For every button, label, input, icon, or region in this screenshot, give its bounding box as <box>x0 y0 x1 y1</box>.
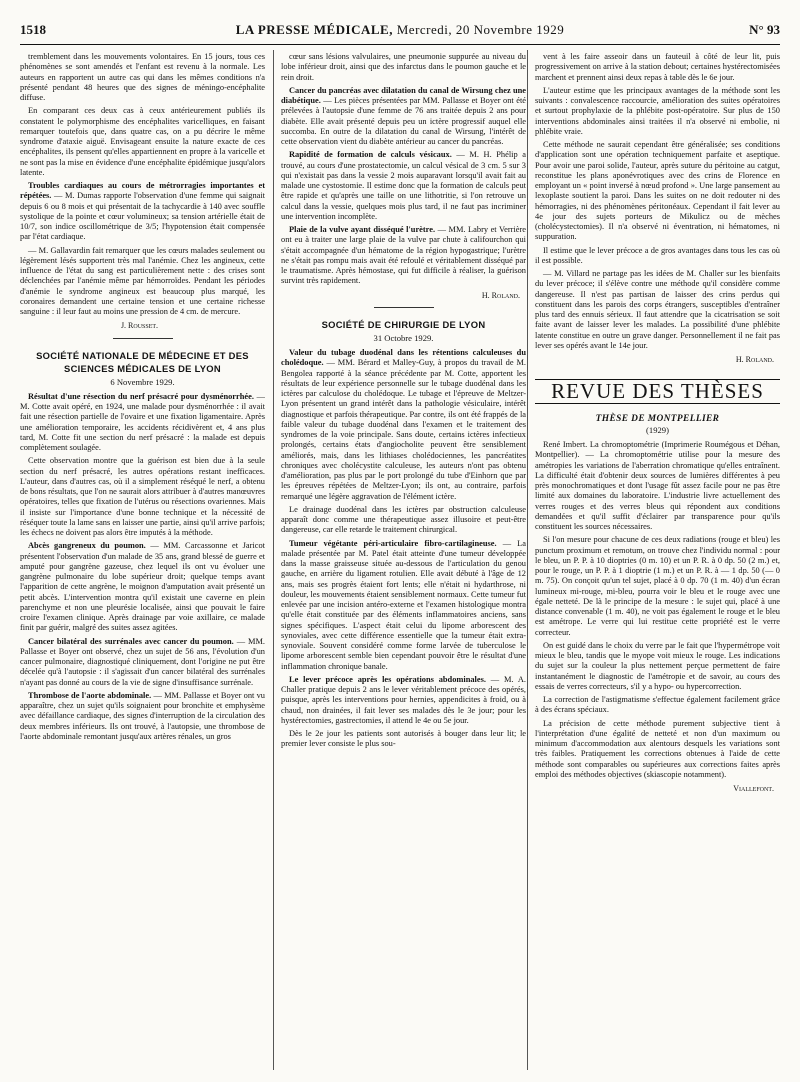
society-heading: SOCIÉTÉ NATIONALE DE MÉDECINE ET DES SCIENCES MÉDICALES DE LYON <box>36 349 249 374</box>
article-thrombose <box>20 691 265 742</box>
section-banner: REVUE DES THÈSES <box>535 379 780 403</box>
article-title: Valeur du tubage duodénal dans les rétentions calculeuses du cholédoque. <box>281 348 526 368</box>
paragraph: Dès le 2e jour les patients sont autorisés à bouger dans leur lit; le premier lever consiste le plus sou- <box>281 729 526 749</box>
article-title: Thrombose de l'aorte abdominale. <box>28 690 152 700</box>
article-abces <box>20 541 265 633</box>
article-text: — M. Dumas rapporte l'observation d'une femme qui saignait depuis 6 ou 8 mois et qui présentait de la tachycardie à 140 avec souffle systolique de la pointe et cœur volumineux; sa tension artérielle était de 10/7, son indice oscillométrique de 3/5; l'hypotension était compensée par l'état cardiaque. <box>20 191 265 242</box>
paragraph: — M. Gallavardin fait remarquer que les cœurs malades seulement ou légèrement lésés supportent très mal l'anémie. Chez les angineux, cette influence de l'état du sang est particulièrement nette : des crises sont déclenchées par l'anémie même par hémorroïdes. Pendant les périodes d'anémie le syndrome angineux est beaucoup plus marqué, les coronaires demandent une certaine tension et une certaine richesse sanguine : il leur faut au moins une pression de 4 cm. de mercure. <box>20 245 265 316</box>
column-divider <box>527 50 528 1070</box>
paragraph: René Imbert. La chromoptométrie (Imprimerie Roumégous et Déhan, Montpellier). — La chromoptométrie utilise pour la mesure des amétropies les variations de l'aberration chromatique qu'elles entraînent. La difficulté était d'obtenir deux sources de lumières différentes à peu près monochromatiques et dont l'usage fût assez facile pour ne pas être limité aux domaines du laboratoire. L'industrie livre actuellement des verres rouges et des verres bleus qui répondent aux conditions demandées et qu'il suffit d'éclairer par transparence pour qu'ils constituent les sources nécessaires. <box>535 440 780 531</box>
article-tubage <box>281 348 526 502</box>
journal-name: LA PRESSE MÉDICALE, <box>235 22 393 37</box>
column-middle <box>281 52 526 1068</box>
thesis-year: (1929) <box>646 424 669 435</box>
article-cancer <box>20 637 265 688</box>
page-header <box>20 22 780 42</box>
article-text: — La malade présentée par M. Patel était atteinte d'une tumeur développée dans la masse graisseuse située au-dessous de l'articulation du genou gauche, en arrière du ligament rotulien. Elle avait débuté à l'âge de 12 ans, mais ses progrès étaient fort lents; elle n'était ni hydarthrose, ni douleur, les mouvements étaient sensiblement normaux. Cette tumeur fut enlevée par une incision antéro-externe et l'examen histologique montra qu'elle était constituée par des éléments inflammatoires anciens, sans signes spécifiques. L'aspect était celui du lipome arborescent des synoviales, avec cette différence essentielle que la tumeur était extra-synoviale. Souvent considéré comme forme larvée de tuberculose le lipome arborescent semble bien cependant pouvoir être le résultat d'une inflammation chronique banale. <box>281 538 526 671</box>
signature: Viallefont. <box>733 784 774 793</box>
column-left <box>20 52 265 1068</box>
article-title: Plaie de la vulve ayant disséqué l'urètre. <box>289 225 436 234</box>
article-nerf <box>20 392 265 454</box>
article-title: Abcès gangreneux du poumon. <box>28 541 146 551</box>
paragraph: L'auteur estime que les principaux avantages de la méthode sont les suivants : convalescence raccourcie, amélioration des suites opératoires et surtout prophylaxie de la phlébite post-opératoire. Sur plus de 150 interventions abdominales ainsi traitées il n'a observé ni embolie, ni phlébite vraie. <box>535 85 780 136</box>
article-title: Cancer du pancréas avec dilatation du canal de Wirsung chez une diabétique. <box>281 85 526 105</box>
article-text: — M. H. Phélip a trouvé, au cours d'une prostatectomie, un calcul vésical de 3 cm. 5 sur 3 qui n'existait pas dans la vessie 2 mois auparavant lorsqu'il avait fait au malade une cystostomie. Il estime donc que la formation de calculs peut être rapide et qu'après une taille on une lithotritie, si l'on retrouve un calcul dans la vessie, quelques mois plus tard, il ne faut pas incriminer une intervention incomplète. <box>281 150 526 221</box>
article-text: — M. Cotte avait opéré, en 1924, une malade pour dysménorrhée : il avait fait une résection partielle de l'ovaire et une fixation ligamentaire. Après une amélioration temporaire, les accidents récidivèrent et, 4 ans plus tard, M. Cotte fit une section du nerf présacré : la malade est depuis complètement soulagée. <box>20 391 265 452</box>
article-text: — MM. Pallasse et Boyer ont observé, chez un sujet de 56 ans, l'évolution d'un cancer pulmonaire, diagnostiqué cliniquement, dont l'origine ne put être décelée qu'à l'autopsie : il s'agissait d'un cancer bilatéral des surrénales n'ayant pas donné au cours de la vie de signe d'insuffisance surrénale. <box>20 636 265 687</box>
paragraph: — M. Villard ne partage pas les idées de M. Challer sur les bienfaits du lever précoce; il s'élève contre une méthode qu'il considère comme dangereuse. Il n'est pas partisan de laisser des crins perdus qui constituent dans les parois des corps étrangers, susceptibles d'entraîner plus tard des ennuis sérieux. Il faut attendre que la cicatrisation se soit faite avant de laisser lever les malades. La possibilité d'une phlébite latente constitue en outre un grave danger. Personnellement il ne fait pas lever ses opérés avant le 14e jour. <box>535 269 780 350</box>
signature: J. Rousset. <box>120 321 159 331</box>
page-number: 1518 <box>20 22 46 37</box>
signature: H. Roland. <box>735 355 774 364</box>
section-rule <box>113 338 173 339</box>
paragraph: Cette méthode ne saurait cependant être généralisée; ses conditions d'application sont une opération techniquement parfaite et aseptique. Pour avoir une paroi solide, l'auteur, après suture du péritoine au catgut, reconstitue les plans aponévrotiques avec des crins de Florence en employant un « point inversé à nœud profond ». Une large pansement au lexoplaste soutient la paroi. Dans les suites on ne doit redouter ni des hémorragies, ni des phénomènes péritonéaux. Cependant il fait lever au 4e jour des sujets porteurs de Mikulicz ou de mèches (cholécystectomies). Il n'a observé ni éventration, ni hématomes, ni suppuration. <box>535 140 780 242</box>
paragraph: cœur sans lésions valvulaires, une pneumonie suppurée au niveau du lobe inférieur droit, ainsi que des infarctus dans le poumon gauche et le rein droit. <box>281 52 526 82</box>
article-plaie <box>281 225 526 287</box>
column-right <box>535 52 780 1068</box>
paragraph: On est guidé dans le choix du verre par le fait que l'hypermétrope voit mieux le bleu, tandis que le myope voit mieux le rouge. Les indications du sujet sur la couleur la plus nettement perçue permettent de faire instantanément le diagnostic de l'amétropie et de savoir, au cours des essais de verres correcteurs, s'il y a hypo- ou hypercorrection. <box>535 640 780 691</box>
article-text: — MM. Bérard et Malley-Guy, à propos du travail de M. Bengolea rapporté à la séance précédente par M. Cotte, apportent les résultats de leur expérience personnelle sur le tubage duodénal dans les ictères par calculose du cholédoque. Le tubage et l'épreuve de Meltzer-Lyon présentent un grand intérêt dans la pathologie vésiculaire, intérêt diagnostique et parfois thérapeutique. Par contre, ils ont été frappés de la faible valeur du tubage duodénal dans l'examen et le traitement des syndromes de la voie principale. Sans doute, certains ictères infectieux prolongés, certains états d'angiocholite peuvent être sensiblement améliorés, mais, dans les lithiases cholédociennes, les pancréatites chroniques avec cholécystite calculeuse, les auteurs n'ont pas obtenu d'amélioration, pas plus par le port prolongé du tube d'Einhorn que par les épreuves répétées de Meltzer-Lyon; ils ont, au contraire, parfois remarqué une légère aggravation de l'élément ictère. <box>281 358 526 501</box>
article-text: — MM. Pallasse et Boyer ont vu apparaître, chez un sujet qu'ils soignaient pour bronchite et emphysème avec défaillance cardiaque, des signes d'interruption de la circulation des deux membres inférieurs. Ils ont trouvé, à l'autopsie, une thrombose de l'aorte abdominale remontant jusqu'aux artères rénales, un gros <box>20 690 265 741</box>
paragraph: Cette observation montre que la guérison est bien due à la seule section du nerf présacré, les autres opérations restant inefficaces. L'auteur, dans d'autres cas, où il a simplement réséqué le nerf, a obtenu de bons résultats, que l'on ne saurait alors attribuer à d'autres manœuvres opératoires, telles que fixation de l'utérus ou résections ovariennes. Mais il insiste sur l'importance d'une bonne technique et la nécessité de réséquer toute la lame sans en laisser une partie, ainsi qu'il arrive parfois; les échecs ne doivent pas alors être imputés à la méthode. <box>20 456 265 537</box>
article-title: Troubles cardiaques au cours de métrorragies importantes et répétées. <box>20 181 265 201</box>
paragraph: La correction de l'astigmatisme s'effectue également facilement grâce à des écrans spéciaux. <box>535 695 780 715</box>
article-pancreas <box>281 86 526 148</box>
paragraph: En comparant ces deux cas à ceux antérieurement publiés ils constatent le polymorphisme des encéphalites varicelliques, en faisant remarquer toutefois que, dans quatre cas, on a pu décrire le même syndrome d'ataxie aiguë. Envisageant ensuite la nature exacte de ces encéphalites, ils pensent qu'elles appartiennent en propre à la varicelle et ne sont pas la mise en évidence d'une encéphalite épidémique jusqu'alors latente. <box>20 106 265 177</box>
article-text: — Les pièces présentées par MM. Pallasse et Boyer ont été prélevées à l'autopsie d'une femme de 76 ans traitée depuis 2 ans pour diabète. Elle avait présenté depuis peu un ictère progressif auquel elle succomba. En outre de la dilatation du canal de Wirsung, l'intérêt de cette observation vient du diabète antérieur au cancer du pancréas. <box>281 96 526 146</box>
issue-number: N° 93 <box>749 22 780 37</box>
issue-date: Mercredi, 20 Novembre 1929 <box>396 22 565 37</box>
article-calculs <box>281 150 526 222</box>
paragraph: Il estime que le lever précoce a de gros avantages dans tous les cas où il est possible. <box>535 245 780 265</box>
paragraph: Si l'on mesure pour chacune de ces deux radiations (rouge et bleu) les punctum proximum et remotum, on trouve chez l'individu normal : pour le bleu, un P. P. à 10 dioptries (0 m. 10) et un P. R. à 0 dp. 50 (2 m.) et, pour le rouge, un P. P. à 1 dioptrie (1 m.) et un P. R. à — 1 dp. 50 (— 0 m. 75). On conçoit qu'un tel sujet, placé à 0 dp. 70 (1 m. 40) d'un écran lumineux mi-rouge, mi-bleu, pourra voir le bleu et le rouge avec une égale netteté. De là le principe de la mesure : le sujet qui, placé à une distance convenable (1 m. 40), ne voit pas également le rouge et le bleu est amétrope. Le verre qui lui restitue cette propriété est le verre correcteur. <box>535 535 780 637</box>
article-title: Résultat d'une résection du nerf présacré pour dysménorrhée. <box>28 391 254 401</box>
paragraph: La précision de cette méthode purement subjective tient à l'interprétation d'une égalité de netteté et non d'un maximum ou minimum d'accommodation aux alentours desquels les variations sont très faibles. Pratiquement les corrections obtenues à l'aide de cette méthode sont comparables ou supérieures aux corrections faites après emploi des méthodes objectives (skiascopie notamment). <box>535 718 780 779</box>
header-rule <box>20 44 780 45</box>
signature: H. Roland. <box>481 290 520 300</box>
article-lever <box>281 675 526 726</box>
section-rule <box>374 307 434 308</box>
article-title: Tumeur végétante péri-articulaire fibro-cartilagineuse. <box>289 538 497 548</box>
session-date: 6 Novembre 1929. <box>110 376 175 387</box>
paragraph: Le drainage duodénal dans les ictères par obstruction calculeuse apparaît donc comme une thérapeutique assez illusoire et peut-être dangereuse, car elle retarde le traitement chirurgical. <box>281 504 526 535</box>
article-title: Le lever précoce après les opérations abdominales. <box>289 674 486 684</box>
article-title: Rapidité de formation de calculs vésicaux. <box>289 150 452 160</box>
society-heading: SOCIÉTÉ DE CHIRURGIE DE LYON <box>321 318 486 330</box>
paragraph: tremblement dans les mouvements volontaires. En 15 jours, tous ces phénomènes se sont amendés et l'enfant est revenu à la normale. Les auteurs en rapportent un autre cas qui dans les mêmes conditions n'a présenté pendant 48 heures que des signes de méningo-encéphalite diffuse. <box>20 52 265 102</box>
article-troubles <box>20 181 265 243</box>
thesis-heading: THÈSE DE MONTPELLIER <box>595 413 720 424</box>
journal-title <box>20 22 780 38</box>
article-title: Cancer bilatéral des surrénales avec cancer du poumon. <box>28 636 234 646</box>
session-date: 31 Octobre 1929. <box>373 332 434 343</box>
paragraph: vent à les faire asseoir dans un fauteuil à côté de leur lit, puis progressivement on arrive à la station debout; certaines hystérectomisées marchent et prennent ainsi deux repas à table dès le 6e jour. <box>535 52 780 82</box>
article-text: — M. A. Challer pratique depuis 2 ans le lever véritablement précoce des opérés, puisque, après les interventions pour hernies, appendicites à froid, ou à chaud, non drainées, il fait lever ses malades dès le 3e jour; pour les hystérectomies, gastrectomies, il attend le 4e ou 5e jour. <box>281 674 526 725</box>
column-divider <box>273 50 274 1070</box>
article-tumeur <box>281 539 526 672</box>
article-text: — MM. Labry et Verrière ont eu à traiter une large plaie de la vulve par chute à califourchon qui s'était accompagnée d'un hématome de la région hypogastrique; l'urètre ne s'était pas rompu mais avait été refoulé et véritablement disséqué par le traumatisme. Après hémostase, qui fut difficile à réaliser, la guérison survint très rapidement. <box>281 225 526 286</box>
article-text: — MM. Carcassonne et Jaricot présentent l'observation d'un malade de 35 ans, grand blessé de guerre et amputé pour gangrène gazeuse, chez lequel ils ont vu évoluer une gangrène pulmonaire du lobe supérieur droit; quelque temps avant l'apparition de cette angrène, le moignon d'amputation avait présenté un petit abcès. L'intervention montra qu'il existait une caverne en plein parenchyme et non une pleurésie localisée, ainsi que pouvait le faire croire l'examen clinique. Après drainage par voie axillaire, ce malade finit par guérir, malgré des suites assez agitées. <box>20 541 265 633</box>
